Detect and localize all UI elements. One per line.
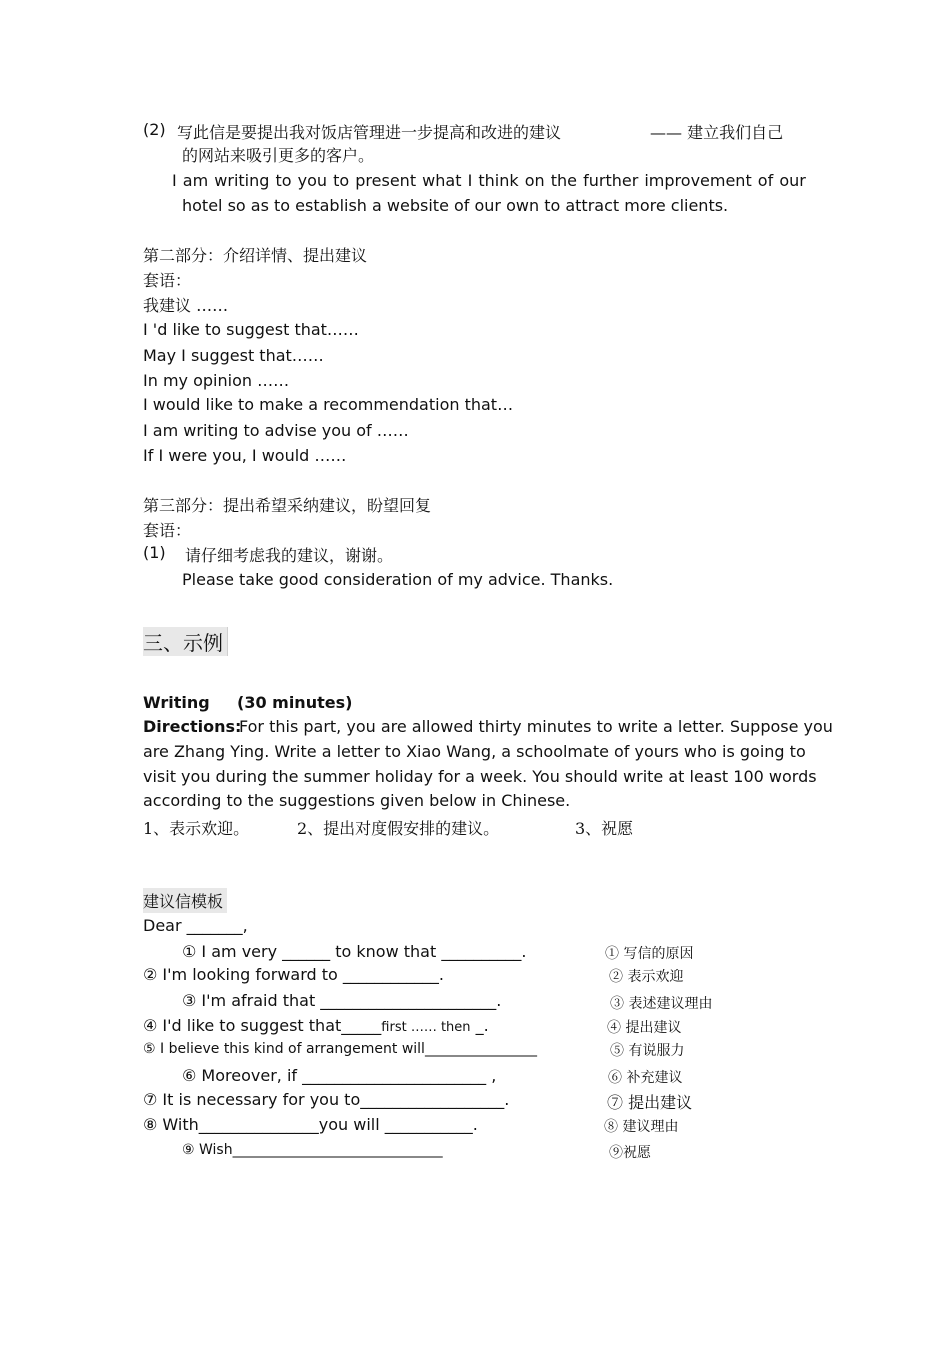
template-note: ⑦ 提出建议 xyxy=(607,1093,693,1112)
template-line: ② I'm looking forward to ____________. xyxy=(143,965,444,984)
directions-line: are Zhang Ying. Write a letter to Xiao Wang, a schoolmate of yours who is going to xyxy=(143,742,806,761)
template-line: ⑥ Moreover, if _______________________ , xyxy=(182,1066,497,1085)
template-note: ⑨祝愿 xyxy=(609,1145,651,1161)
template-note: ⑤ 有说服力 xyxy=(610,1043,685,1059)
en-purpose-line-1: I am writing to you to present what I think on the further improvement of our xyxy=(172,171,806,190)
template-line-suggest xyxy=(143,1016,489,1035)
part3-item-number: (1) xyxy=(143,543,166,562)
template-note: ⑧ 建议理由 xyxy=(604,1119,679,1135)
template-line: ① I am very ______ to know that __________. xyxy=(182,942,527,961)
part3-cn-sentence: 请仔细考虑我的建议，谢谢。 xyxy=(185,546,394,565)
template-line-text: ④ I'd like to suggest that_____ xyxy=(143,1016,382,1035)
cn-purpose-line-1: 写此信是要提出我对饭店管理进一步提高和改进的建议 xyxy=(177,123,562,142)
cn-purpose-line-1-tail: —— 建立我们自己 xyxy=(650,123,784,142)
suggestion-point: 1、表示欢迎。 xyxy=(143,819,250,838)
writing-label: Writing xyxy=(143,693,210,712)
part2-phrase: 我建议 …… xyxy=(143,296,229,315)
part3-en-sentence: Please take good consideration of my advice. Thanks. xyxy=(182,570,614,589)
template-line: ⑧ With_______________you will ___________. xyxy=(143,1115,478,1134)
directions-label: Directions: xyxy=(143,717,242,736)
part2-phrase: I am writing to advise you of …… xyxy=(143,421,409,440)
suggestion-point: 2、提出对度假安排的建议。 xyxy=(297,819,500,838)
part2-phrase: I 'd like to suggest that…… xyxy=(143,320,359,339)
template-heading: 建议信模板 xyxy=(143,888,227,913)
part2-phrases-label: 套语： xyxy=(143,271,192,290)
part2-phrase: If I were you, I would …… xyxy=(143,446,347,465)
part2-phrase: In my opinion …… xyxy=(143,371,290,390)
template-line-small: first …… then xyxy=(381,1020,471,1035)
directions-line: visit you during the summer holiday for a week. You should write at least 100 words xyxy=(143,767,817,786)
template-note: ⑥ 补充建议 xyxy=(608,1070,683,1086)
cn-purpose-line-2: 的网站来吸引更多的客户。 xyxy=(182,146,375,165)
part2-title: 第二部分：介绍详情、提出建议 xyxy=(143,246,368,265)
suggestion-point: 3、祝愿 xyxy=(575,819,634,838)
template-line: ⑨ Wish______________________________ xyxy=(182,1142,443,1158)
item-number-2: (2) xyxy=(143,120,166,139)
template-note: ① 写信的原因 xyxy=(605,946,694,962)
section-heading-example: 三、示例 xyxy=(143,627,228,656)
part2-phrase: May I suggest that…… xyxy=(143,346,324,365)
part2-phrase: I would like to make a recommendation that… xyxy=(143,395,514,414)
part3-title: 第三部分：提出希望采纳建议，盼望回复 xyxy=(143,496,432,515)
part3-phrases-label: 套语： xyxy=(143,521,192,540)
directions-line: according to the suggestions given below in Chinese. xyxy=(143,791,571,810)
template-note: ③ 表述建议理由 xyxy=(610,996,713,1012)
template-line: ⑦ It is necessary for you to__________________. xyxy=(143,1090,510,1109)
writing-time: (30 minutes) xyxy=(237,693,353,712)
template-note: ② 表示欢迎 xyxy=(609,969,684,985)
directions-line: For this part, you are allowed thirty minutes to write a letter. Suppose you xyxy=(239,717,833,736)
template-line-end: _. xyxy=(470,1016,489,1035)
template-line: ⑤ I believe this kind of arrangement will________________ xyxy=(143,1041,537,1057)
template-line: ③ I'm afraid that ______________________. xyxy=(182,991,502,1010)
template-salutation: Dear _______, xyxy=(143,916,248,935)
template-note: ④ 提出建议 xyxy=(607,1020,682,1036)
en-purpose-line-2: hotel so as to establish a website of our own to attract more clients. xyxy=(182,196,729,215)
